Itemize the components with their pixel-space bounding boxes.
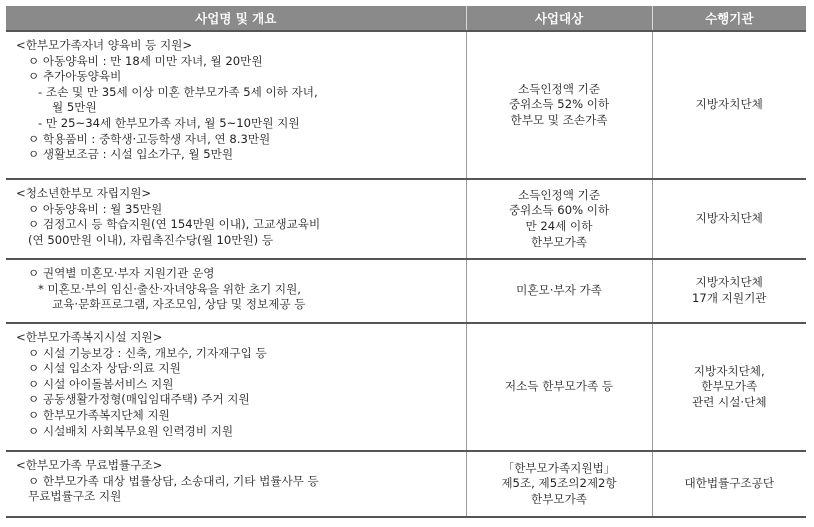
overview-line: ㅇ 시설 입소자 상담·의료 지원 — [28, 361, 181, 376]
overview-cell — [6, 179, 466, 259]
table-row — [6, 179, 806, 259]
target-cell — [466, 179, 652, 259]
target-cell — [466, 451, 652, 517]
overview-cell — [6, 323, 466, 451]
overview-cell — [6, 451, 466, 517]
agency-cell — [652, 31, 806, 179]
overview-cell — [6, 31, 466, 179]
row-title: <한부모가족복지시설 지원> — [16, 330, 163, 344]
overview-line: 월 5만원 — [52, 100, 97, 115]
agency-cell — [652, 179, 806, 259]
overview-line: (연 500만원 이내), 자립촉진수당(월 10만원) 등 — [28, 232, 274, 247]
overview-line: ㅇ 한부모가족복지단체 지원 — [28, 407, 170, 422]
overview-line: 무료법률구조 지원 — [28, 489, 122, 504]
header-overview: 사업명 및 개요 — [6, 6, 466, 31]
target-text: 미혼모·부자 가족 — [516, 283, 602, 298]
agency-text: 대한법률구조공단 — [684, 476, 775, 491]
agency-text: 지방자치단체, 한부모가족 관련 시설·단체 — [691, 363, 767, 409]
header-agency: 수행기관 — [652, 6, 806, 31]
target-cell — [466, 323, 652, 451]
overview-line: ㅇ 학용품비 : 중학생·고등학생 자녀, 연 8.3만원 — [28, 131, 271, 146]
overview-line: ㅇ 아동양육비 : 만 18세 미만 자녀, 월 20만원 — [28, 53, 263, 68]
overview-line: ㅇ 한부모가족 대상 법률상담, 소송대리, 기타 법률사무 등 — [28, 473, 319, 488]
overview-line: ㅇ 시설배치 사회복무요원 인력경비 지원 — [28, 423, 234, 438]
overview-line: - 만 25~34세 한부모가족 자녀, 월 5~10만원 지원 — [38, 115, 300, 130]
overview-line: ㅇ 생활보조금 : 시설 입소가구, 월 5만원 — [28, 147, 234, 162]
agency-cell — [652, 451, 806, 517]
table-row — [6, 259, 806, 323]
overview-line: * 미혼모·부의 임신·출산·자녀양육을 위한 초기 지원, — [38, 281, 301, 296]
target-text: 저소득 한부모가족 등 — [504, 379, 614, 394]
row-title: <청소년한부모 자립지원> — [16, 186, 152, 200]
row-title: <한부모가족 무료법률구조> — [16, 458, 163, 472]
overview-line: ㅇ 시설 기능보강 : 신축, 개보수, 기자재구입 등 — [28, 345, 267, 360]
agency-cell — [652, 259, 806, 323]
overview-line: ㅇ 시설 아이돌봄서비스 지원 — [28, 376, 174, 391]
header-target: 사업대상 — [466, 6, 652, 31]
overview-line: 교육·문화프로그램, 자조모임, 상담 및 정보제공 등 — [52, 297, 306, 312]
row-title: <한부모가족자녀 양육비 등 지원> — [16, 38, 193, 52]
table-row — [6, 323, 806, 451]
overview-line: - 조손 및 만 35세 이상 미혼 한부모가족 5세 이하 자녀, — [38, 84, 318, 99]
agency-text: 지방자치단체 — [695, 97, 763, 112]
agency-text: 지방자치단체 17개 지원기관 — [692, 275, 767, 305]
target-text: 소득인정액 기준 중위소득 60% 이하 만 24세 이하 한부모가족 — [508, 187, 610, 249]
overview-line: ㅇ 검정고시 등 학습지원(연 154만원 이내), 고교생교육비 — [28, 217, 321, 232]
support-program-table — [6, 6, 806, 518]
table-row — [6, 31, 806, 179]
overview-cell — [6, 259, 466, 323]
table-header-row — [6, 6, 806, 31]
overview-line: ㅇ 공동생활가정형(매입임대주택) 주거 지원 — [28, 392, 250, 407]
target-cell — [466, 259, 652, 323]
agency-cell — [652, 323, 806, 451]
agency-text: 지방자치단체 — [695, 211, 763, 226]
target-text: 소득인정액 기준 중위소득 52% 이하 한부모 및 조손가족 — [508, 81, 610, 127]
overview-line: ㅇ 추가아동양육비 — [28, 69, 122, 84]
table-row — [6, 451, 806, 517]
overview-line: ㅇ 아동양육비 : 월 35만원 — [28, 201, 163, 216]
overview-line: ㅇ 권역별 미혼모·부자 지원기관 운영 — [28, 266, 215, 280]
target-cell — [466, 31, 652, 179]
target-text: 「한부모가족지원법」 제5조, 제5조의2제2항 한부모가족 — [501, 460, 617, 506]
